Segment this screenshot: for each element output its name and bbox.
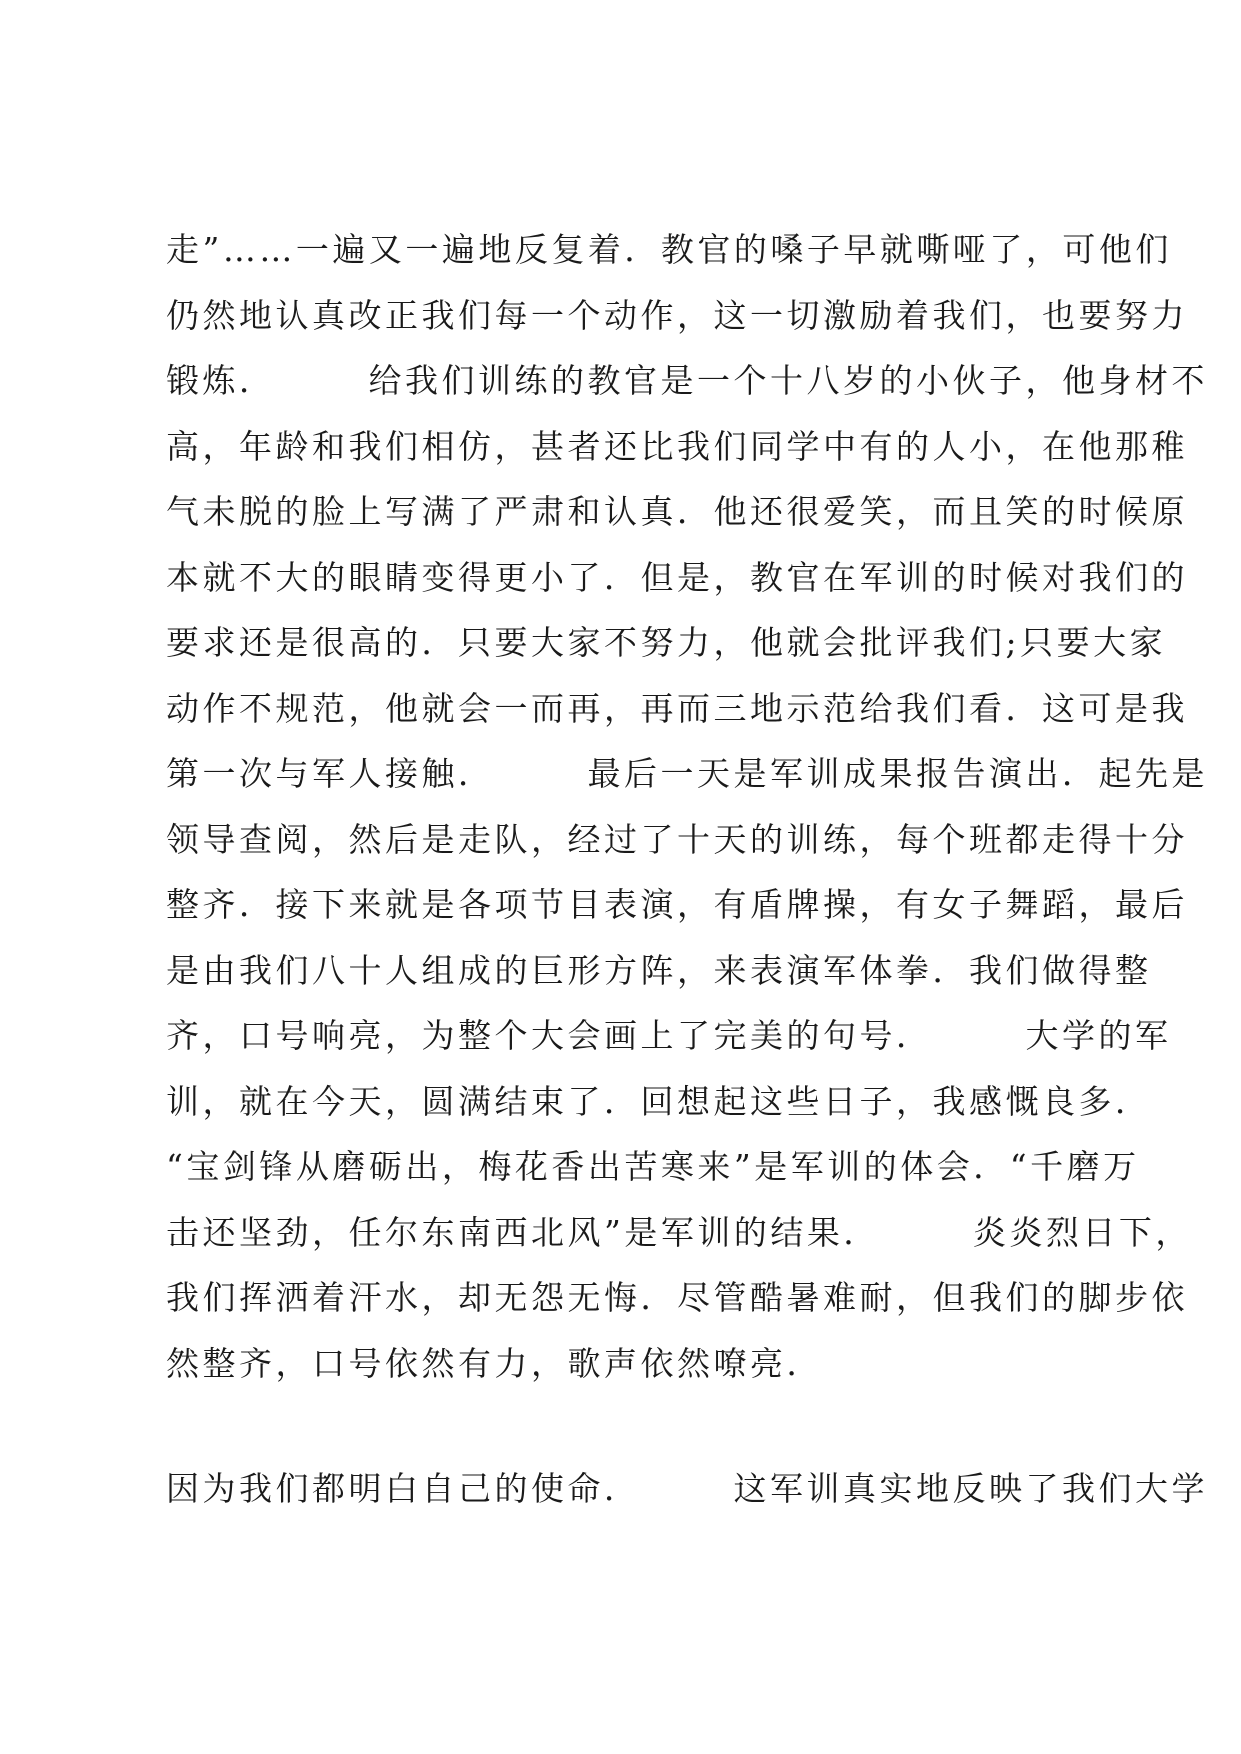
text-line: 我们挥洒着汗水，却无怨无悔．尽管酷暑难耐，但我们的脚步依 bbox=[166, 1278, 1188, 1317]
text-line: 齐，口号响亮，为整个大会画上了完美的句号． 大学的军 bbox=[166, 1016, 1172, 1055]
text-line: 高，年龄和我们相仿，甚者还比我们同学中有的人小，在他那稚 bbox=[166, 427, 1188, 466]
text-line: 本就不大的眼睛变得更小了．但是，教官在军训的时候对我们的 bbox=[166, 558, 1188, 597]
text-line: 然整齐，口号依然有力，歌声依然嘹亮． bbox=[166, 1344, 823, 1383]
text-line: 因为我们都明白自己的使命． 这军训真实地反映了我们大学 bbox=[166, 1469, 1208, 1508]
text-line: “宝剑锋从磨砺出，梅花香出苦寒来”是军训的体会．“千磨万 bbox=[166, 1147, 1140, 1186]
text-line: 气未脱的脸上写满了严肃和认真．他还很爱笑，而且笑的时候原 bbox=[166, 492, 1188, 531]
text-line: 击还坚劲，任尔东南西北风”是军训的结果． 炎炎烈日下， bbox=[166, 1213, 1192, 1252]
text-line: 动作不规范，他就会一而再，再而三地示范给我们看．这可是我 bbox=[166, 689, 1188, 728]
text-line: 要求还是很高的．只要大家不努力，他就会批评我们;只要大家 bbox=[166, 623, 1167, 662]
text-line: 整齐．接下来就是各项节目表演，有盾牌操，有女子舞蹈，最后 bbox=[166, 885, 1188, 924]
text-line: 训，就在今天，圆满结束了．回想起这些日子，我感慨良多． bbox=[166, 1082, 1152, 1121]
text-line: 第一次与军人接触． 最后一天是军训成果报告演出．起先是 bbox=[166, 754, 1208, 793]
text-line: 是由我们八十人组成的巨形方阵，来表演军体拳．我们做得整 bbox=[166, 951, 1152, 990]
text-line: 仍然地认真改正我们每一个动作，这一切激励着我们，也要努力 bbox=[166, 296, 1188, 335]
text-line: 锻炼． 给我们训练的教官是一个十八岁的小伙子，他身材不 bbox=[166, 361, 1208, 400]
text-line: 领导查阅，然后是走队，经过了十天的训练，每个班都走得十分 bbox=[166, 820, 1188, 859]
text-line: 走”……一遍又一遍地反复着．教官的嗓子早就嘶哑了，可他们 bbox=[166, 230, 1172, 269]
